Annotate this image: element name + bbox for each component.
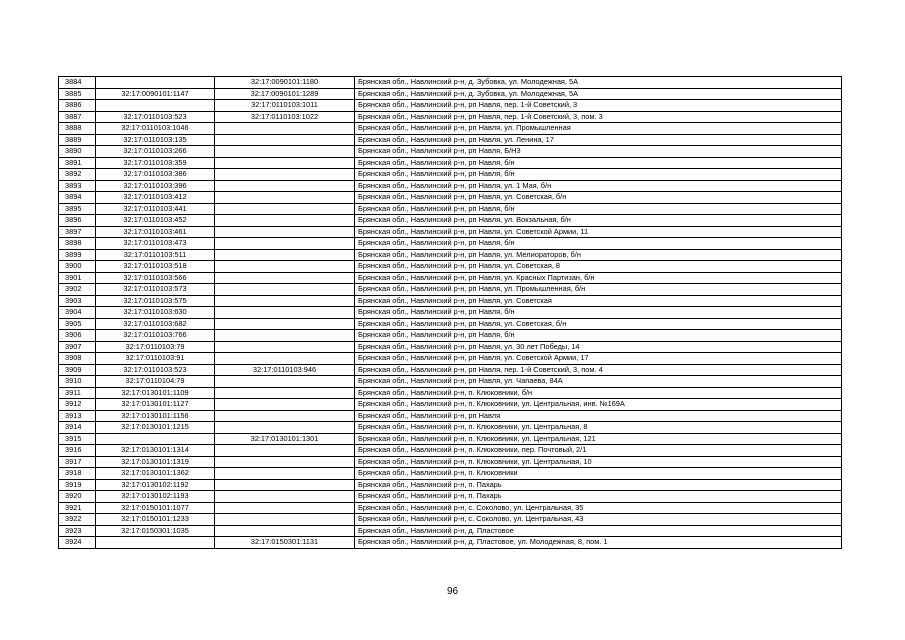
table-row — [59, 422, 842, 434]
address-cell: Брянская обл., Навлинский р-н, рп Навля, пер. 1-й Советский, 3, пом. 4 — [355, 364, 842, 376]
building-number-cell — [215, 422, 355, 434]
address-cell: Брянская обл., Навлинский р-н, рп Навля, б/н — [355, 238, 842, 250]
parcel-number-cell: 32:17:0130102:1192 — [96, 479, 215, 491]
parcel-number-cell: 32:17:0110103:523 — [96, 111, 215, 123]
address-cell: Брянская обл., Навлинский р-н, рп Навля, пер. 1-й Советский, 3, пом. 3 — [355, 111, 842, 123]
row-number-cell: 3884 — [59, 77, 96, 89]
table-row — [59, 353, 842, 365]
registry-table — [58, 76, 842, 549]
building-number-cell — [215, 353, 355, 365]
row-number-cell: 3909 — [59, 364, 96, 376]
row-number-cell: 3886 — [59, 100, 96, 112]
building-number-cell — [215, 238, 355, 250]
table-row — [59, 284, 842, 296]
address-cell: Брянская обл., Навлинский р-н, п. Клюковники, пер. Почтовый, 2/1 — [355, 445, 842, 457]
address-cell: Брянская обл., Навлинский р-н, рп Навля, ул. Советской Армии, 17 — [355, 353, 842, 365]
row-number-cell: 3915 — [59, 433, 96, 445]
table-row — [59, 307, 842, 319]
building-number-cell — [215, 192, 355, 204]
row-number-cell: 3910 — [59, 376, 96, 388]
parcel-number-cell: 32:17:0130101:1362 — [96, 468, 215, 480]
parcel-number-cell: 32:17:0110103:396 — [96, 180, 215, 192]
table-row — [59, 502, 842, 514]
parcel-number-cell: 32:17:0130102:1193 — [96, 491, 215, 503]
table-row — [59, 249, 842, 261]
address-cell: Брянская обл., Навлинский р-н, рп Навля, ул. Советская, б/н — [355, 318, 842, 330]
building-number-cell — [215, 456, 355, 468]
table-row — [59, 111, 842, 123]
table-row — [59, 226, 842, 238]
address-cell: Брянская обл., Навлинский р-н, рп Навля, ул. Красных Партизан, б/н — [355, 272, 842, 284]
row-number-cell: 3917 — [59, 456, 96, 468]
parcel-number-cell: 32:17:0110103:766 — [96, 330, 215, 342]
building-number-cell — [215, 215, 355, 227]
parcel-number-cell: 32:17:0110103:461 — [96, 226, 215, 238]
table-row — [59, 180, 842, 192]
table-row — [59, 134, 842, 146]
row-number-cell: 3916 — [59, 445, 96, 457]
building-number-cell — [215, 341, 355, 353]
row-number-cell: 3885 — [59, 88, 96, 100]
building-number-cell — [215, 468, 355, 480]
parcel-number-cell: 32:17:0110103:566 — [96, 272, 215, 284]
table-row — [59, 272, 842, 284]
address-cell: Брянская обл., Навлинский р-н, рп Навля, ул. Вокзальная, б/н — [355, 215, 842, 227]
table-row — [59, 330, 842, 342]
table-row — [59, 77, 842, 89]
row-number-cell: 3891 — [59, 157, 96, 169]
row-number-cell: 3914 — [59, 422, 96, 434]
building-number-cell — [215, 180, 355, 192]
row-number-cell: 3923 — [59, 525, 96, 537]
parcel-number-cell: 32:17:0110103:682 — [96, 318, 215, 330]
address-cell: Брянская обл., Навлинский р-н, рп Навля, ул. Ленина, 17 — [355, 134, 842, 146]
parcel-number-cell: 32:17:0110103:135 — [96, 134, 215, 146]
building-number-cell — [215, 410, 355, 422]
table-row — [59, 433, 842, 445]
table-row — [59, 146, 842, 158]
row-number-cell: 3918 — [59, 468, 96, 480]
parcel-number-cell — [96, 433, 215, 445]
table-row — [59, 387, 842, 399]
address-cell: Брянская обл., Навлинский р-н, рп Навля, ул. Советской Армии, 11 — [355, 226, 842, 238]
table-row — [59, 318, 842, 330]
table-row — [59, 295, 842, 307]
building-number-cell: 32:17:0130101:1301 — [215, 433, 355, 445]
parcel-number-cell: 32:17:0110103:575 — [96, 295, 215, 307]
building-number-cell — [215, 261, 355, 273]
address-cell: Брянская обл., Навлинский р-н, рп Навля, б/н — [355, 330, 842, 342]
building-number-cell — [215, 146, 355, 158]
table-row — [59, 399, 842, 411]
building-number-cell — [215, 249, 355, 261]
parcel-number-cell: 32:17:0130101:1156 — [96, 410, 215, 422]
table-row — [59, 261, 842, 273]
parcel-number-cell: 32:17:0090101:1147 — [96, 88, 215, 100]
address-cell: Брянская обл., Навлинский р-н, п. Клюковники, ул. Центральная, 8 — [355, 422, 842, 434]
address-cell: Брянская обл., Навлинский р-н, рп Навля, ул. Советская — [355, 295, 842, 307]
row-number-cell: 3920 — [59, 491, 96, 503]
building-number-cell: 32:17:0150301:1131 — [215, 537, 355, 549]
row-number-cell: 3889 — [59, 134, 96, 146]
table-row — [59, 157, 842, 169]
building-number-cell — [215, 123, 355, 135]
row-number-cell: 3898 — [59, 238, 96, 250]
building-number-cell — [215, 272, 355, 284]
table-row — [59, 100, 842, 112]
building-number-cell: 32:17:0110103:1011 — [215, 100, 355, 112]
table-row — [59, 537, 842, 549]
parcel-number-cell: 32:17:0130101:1319 — [96, 456, 215, 468]
row-number-cell: 3904 — [59, 307, 96, 319]
table-row — [59, 123, 842, 135]
parcel-number-cell: 32:17:0150301:1035 — [96, 525, 215, 537]
parcel-number-cell: 32:17:0110103:266 — [96, 146, 215, 158]
table-row — [59, 88, 842, 100]
address-cell: Брянская обл., Навлинский р-н, д. Зубовка, ул. Молодежная, 5А — [355, 77, 842, 89]
building-number-cell — [215, 169, 355, 181]
address-cell: Брянская обл., Навлинский р-н, д. Пластовое — [355, 525, 842, 537]
address-cell: Брянская обл., Навлинский р-н, п. Клюковники, ул. Центральная, 121 — [355, 433, 842, 445]
row-number-cell: 3893 — [59, 180, 96, 192]
building-number-cell — [215, 318, 355, 330]
address-cell: Брянская обл., Навлинский р-н, рп Навля, ул. Мелиораторов, б/н — [355, 249, 842, 261]
table-row — [59, 445, 842, 457]
address-cell: Брянская обл., Навлинский р-н, рп Навля, б/н — [355, 169, 842, 181]
row-number-cell: 3908 — [59, 353, 96, 365]
parcel-number-cell: 32:17:0130101:1109 — [96, 387, 215, 399]
address-cell: Брянская обл., Навлинский р-н, рп Навля, ул. Чапаева, 84А — [355, 376, 842, 388]
row-number-cell: 3907 — [59, 341, 96, 353]
table-row — [59, 238, 842, 250]
address-cell: Брянская обл., Навлинский р-н, д. Зубовка, ул. Молодежная, 5А — [355, 88, 842, 100]
parcel-number-cell: 32:17:0130101:1314 — [96, 445, 215, 457]
building-number-cell — [215, 479, 355, 491]
address-cell: Брянская обл., Навлинский р-н, рп Навля, б/н — [355, 203, 842, 215]
address-cell: Брянская обл., Навлинский р-н, п. Клюковники, ул. Центральная, 10 — [355, 456, 842, 468]
address-cell: Брянская обл., Навлинский р-н, рп Навля, ул. Промышленная — [355, 123, 842, 135]
building-number-cell — [215, 491, 355, 503]
row-number-cell: 3897 — [59, 226, 96, 238]
table-row — [59, 376, 842, 388]
table-row — [59, 341, 842, 353]
building-number-cell: 32:17:0090101:1289 — [215, 88, 355, 100]
building-number-cell: 32:17:0090101:1180 — [215, 77, 355, 89]
parcel-number-cell: 32:17:0110103:91 — [96, 353, 215, 365]
address-cell: Брянская обл., Навлинский р-н, с. Соколово, ул. Центральная, 43 — [355, 514, 842, 526]
address-cell: Брянская обл., Навлинский р-н, рп Навля, б/н — [355, 157, 842, 169]
address-cell: Брянская обл., Навлинский р-н, рп Навля — [355, 410, 842, 422]
parcel-number-cell: 32:17:0110103:359 — [96, 157, 215, 169]
row-number-cell: 3892 — [59, 169, 96, 181]
building-number-cell — [215, 295, 355, 307]
parcel-number-cell: 32:17:0150101:1077 — [96, 502, 215, 514]
parcel-number-cell: 32:17:0150101:1233 — [96, 514, 215, 526]
row-number-cell: 3911 — [59, 387, 96, 399]
parcel-number-cell — [96, 100, 215, 112]
parcel-number-cell: 32:17:0130101:1215 — [96, 422, 215, 434]
address-cell: Брянская обл., Навлинский р-н, с. Соколово, ул. Центральная, 35 — [355, 502, 842, 514]
row-number-cell: 3900 — [59, 261, 96, 273]
address-cell: Брянская обл., Навлинский р-н, рп Навля, ул. Советская, 8 — [355, 261, 842, 273]
parcel-number-cell: 32:17:0110103:511 — [96, 249, 215, 261]
row-number-cell: 3903 — [59, 295, 96, 307]
row-number-cell: 3901 — [59, 272, 96, 284]
row-number-cell: 3913 — [59, 410, 96, 422]
building-number-cell — [215, 134, 355, 146]
parcel-number-cell: 32:17:0110103:473 — [96, 238, 215, 250]
parcel-number-cell: 32:17:0110103:518 — [96, 261, 215, 273]
address-cell: Брянская обл., Навлинский р-н, д. Пластовое, ул. Молодежная, 8, пом. 1 — [355, 537, 842, 549]
table-row — [59, 479, 842, 491]
address-cell: Брянская обл., Навлинский р-н, п. Пахарь — [355, 479, 842, 491]
row-number-cell: 3906 — [59, 330, 96, 342]
address-cell: Брянская обл., Навлинский р-н, рп Навля, Б/Н3 — [355, 146, 842, 158]
row-number-cell: 3899 — [59, 249, 96, 261]
building-number-cell — [215, 330, 355, 342]
parcel-number-cell: 32:17:0110103:79 — [96, 341, 215, 353]
building-number-cell — [215, 226, 355, 238]
table-row — [59, 364, 842, 376]
building-number-cell — [215, 387, 355, 399]
building-number-cell: 32:17:0110103:1022 — [215, 111, 355, 123]
row-number-cell: 3890 — [59, 146, 96, 158]
building-number-cell — [215, 307, 355, 319]
table-row — [59, 456, 842, 468]
building-number-cell — [215, 514, 355, 526]
building-number-cell — [215, 203, 355, 215]
parcel-number-cell: 32:17:0110103:441 — [96, 203, 215, 215]
address-cell: Брянская обл., Навлинский р-н, рп Навля, ул. 1 Мая, б/н — [355, 180, 842, 192]
table-row — [59, 203, 842, 215]
address-cell: Брянская обл., Навлинский р-н, п. Клюковники, б/н — [355, 387, 842, 399]
table-row — [59, 410, 842, 422]
row-number-cell: 3921 — [59, 502, 96, 514]
address-cell: Брянская обл., Навлинский р-н, рп Навля, ул. 30 лет Победы, 14 — [355, 341, 842, 353]
table-row — [59, 169, 842, 181]
parcel-number-cell — [96, 77, 215, 89]
address-cell: Брянская обл., Навлинский р-н, п. Клюковники, ул. Центральная, инв. №169А — [355, 399, 842, 411]
parcel-number-cell — [96, 537, 215, 549]
address-cell: Брянская обл., Навлинский р-н, п. Пахарь — [355, 491, 842, 503]
row-number-cell: 3905 — [59, 318, 96, 330]
row-number-cell: 3912 — [59, 399, 96, 411]
address-cell: Брянская обл., Навлинский р-н, п. Клюковники — [355, 468, 842, 480]
parcel-number-cell: 32:17:0110103:452 — [96, 215, 215, 227]
row-number-cell: 3887 — [59, 111, 96, 123]
table-row — [59, 215, 842, 227]
building-number-cell — [215, 284, 355, 296]
parcel-number-cell: 32:17:0110103:573 — [96, 284, 215, 296]
building-number-cell — [215, 399, 355, 411]
table-row — [59, 491, 842, 503]
building-number-cell — [215, 376, 355, 388]
table-row — [59, 525, 842, 537]
row-number-cell: 3924 — [59, 537, 96, 549]
building-number-cell — [215, 502, 355, 514]
parcel-number-cell: 32:17:0110104:79 — [96, 376, 215, 388]
parcel-number-cell: 32:17:0110103:523 — [96, 364, 215, 376]
row-number-cell: 3902 — [59, 284, 96, 296]
building-number-cell — [215, 525, 355, 537]
row-number-cell: 3896 — [59, 215, 96, 227]
parcel-number-cell: 32:17:0110103:1046 — [96, 123, 215, 135]
registry-table-body — [59, 77, 842, 549]
address-cell: Брянская обл., Навлинский р-н, рп Навля, пер. 1-й Советский, 3 — [355, 100, 842, 112]
building-number-cell — [215, 157, 355, 169]
row-number-cell: 3888 — [59, 123, 96, 135]
building-number-cell — [215, 445, 355, 457]
building-number-cell: 32:17:0110103:946 — [215, 364, 355, 376]
row-number-cell: 3919 — [59, 479, 96, 491]
address-cell: Брянская обл., Навлинский р-н, рп Навля, б/н — [355, 307, 842, 319]
parcel-number-cell: 32:17:0110103:386 — [96, 169, 215, 181]
address-cell: Брянская обл., Навлинский р-н, рп Навля, ул. Советская, б/н — [355, 192, 842, 204]
table-row — [59, 192, 842, 204]
row-number-cell: 3894 — [59, 192, 96, 204]
parcel-number-cell: 32:17:0130101:1127 — [96, 399, 215, 411]
table-row — [59, 468, 842, 480]
page-number: 96 — [446, 586, 459, 597]
parcel-number-cell: 32:17:0110103:412 — [96, 192, 215, 204]
address-cell: Брянская обл., Навлинский р-н, рп Навля, ул. Промышленная, б/н — [355, 284, 842, 296]
row-number-cell: 3895 — [59, 203, 96, 215]
parcel-number-cell: 32:17:0110103:630 — [96, 307, 215, 319]
row-number-cell: 3922 — [59, 514, 96, 526]
table-row — [59, 514, 842, 526]
